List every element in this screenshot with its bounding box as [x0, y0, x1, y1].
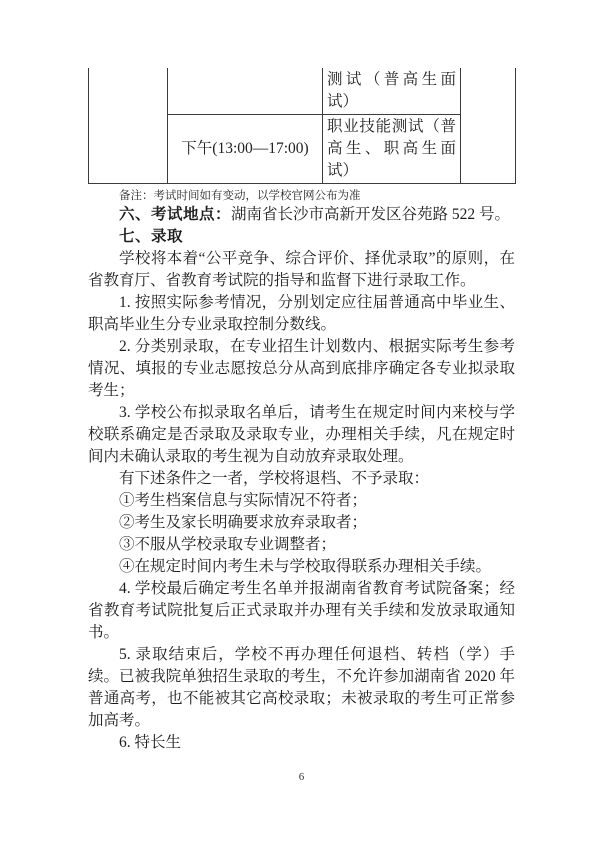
- section6-address: 湖南省长沙市高新开发区谷苑路 522 号。: [231, 206, 511, 223]
- paragraph-reject-item-3: ③不服从学校录取专业调整者；: [119, 536, 337, 553]
- paragraph-reject-item-1: ①考生档案信息与实际情况不符者；: [119, 492, 368, 509]
- section7-label: 七、录取: [119, 228, 184, 245]
- table-cell-left-merged: [89, 68, 168, 184]
- table-cell-time-row1: [168, 68, 323, 115]
- paragraph-rule-5: 5. 录取结束后，学校不再办理任何退档、转档（学）手续。已被我院单独招生录取的考生，不允许参加湖南省 2020 年普通高考，也不能被其它高校录取；未被录取的考生可正常参加高考。: [88, 646, 515, 729]
- paragraph-principle: 学校将本着“公平竞争、综合评价、择优录取”的原则，在省教育厅、省教育考试院的指导和监督下进行录取工作。: [88, 250, 515, 289]
- table-cell-right-merged: [461, 68, 516, 184]
- exam-schedule-table: [88, 68, 516, 184]
- paragraph-rule-1: 1. 按照实际参考情况，分别划定应往届普通高中毕业生、职高毕业生分专业录取控制分数线。: [88, 294, 515, 333]
- page-number: 6: [298, 771, 305, 783]
- table-cell-subject-row1: 测试（普高生面试）: [323, 68, 461, 115]
- exam-time-note: 备注：考试时间如有变动，以学校官网公布为准: [119, 190, 361, 202]
- admission-rules-text: [88, 248, 515, 754]
- paragraph-reject-intro: 有下述条件之一者，学校将退档、不予录取：: [119, 470, 430, 487]
- paragraph-rule-4: 4. 学校最后确定考生名单并报湖南省教育考试院备案；经省教育考试院批复后正式录取并办理有关手续和发放录取通知书。: [88, 580, 515, 641]
- section-heading-admission: [88, 226, 515, 248]
- paragraph-rule-6-special-students: 6. 特长生: [119, 734, 182, 751]
- paragraph-reject-item-4: ④在规定时间内考生未与学校取得联系办理相关手续。: [119, 558, 492, 575]
- table-cell-subject-row2: 职业技能测试（普高生、职高生面试）: [323, 115, 461, 184]
- section-heading-exam-location: [88, 204, 515, 226]
- paragraph-rule-2: 2. 分类别录取，在专业招生计划数内、根据实际考生参考情况、填报的专业志愿按总分从高到底排序确定各专业拟录取考生；: [88, 338, 515, 399]
- paragraph-reject-item-2: ②考生及家长明确要求放弃录取者；: [119, 514, 368, 531]
- section6-label: 六、考试地点：: [119, 206, 232, 223]
- paragraph-rule-3: 3. 学校公布拟录取名单后，请考生在规定时间内来校与学校联系确定是否录取及录取专业，办理相关手续，凡在规定时间内未确认录取的考生视为自动放弃录取处理。: [88, 404, 515, 465]
- table-cell-time-row2: 下午(13:00—17:00): [168, 115, 323, 184]
